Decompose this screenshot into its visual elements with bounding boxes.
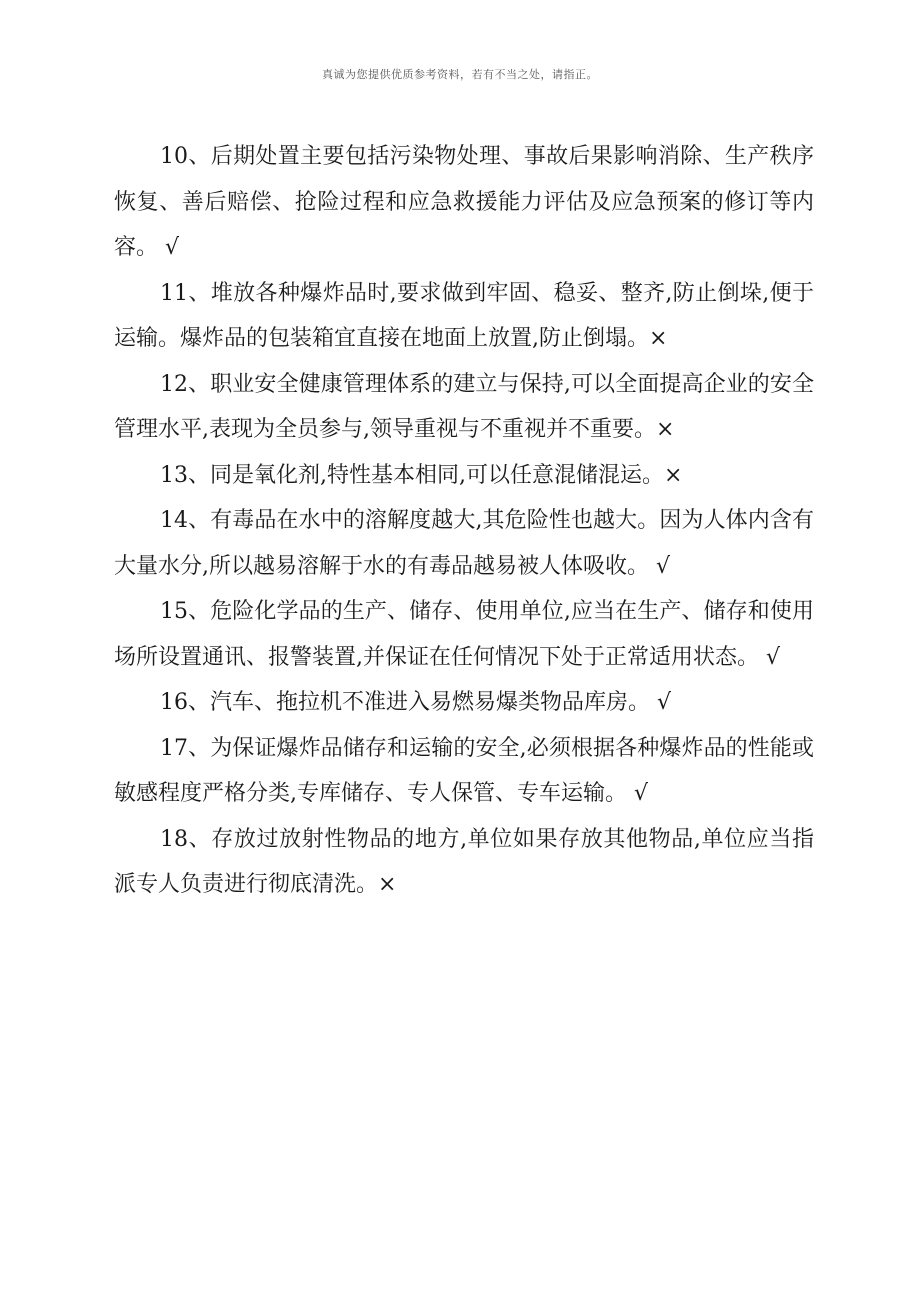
question-list [114, 134, 814, 908]
question-item-18: 18、存放过放射性物品的地方,单位如果存放其他物品,单位应当指派专人负责进行彻底清洗。× [114, 826, 814, 897]
question-item-13: 13、同是氧化剂,特性基本相同,可以任意混储混运。× [160, 462, 683, 488]
question-item-12: 12、职业安全健康管理体系的建立与保持,可以全面提高企业的安全管理水平,表现为全员参与,领导重视与不重视并不重要。× [114, 371, 814, 442]
question-item-10: 10、后期处置主要包括污染物处理、事故后果影响消除、生产秩序恢复、善后赔偿、抢险过程和应急救援能力评估及应急预案的修订等内容。 √ [114, 144, 814, 260]
question-item-17: 17、为保证爆炸品储存和运输的安全,必须根据各种爆炸品的性能或敏感程度严格分类,专库储存、专人保管、专车运输。 √ [114, 735, 814, 806]
question-item-14: 14、有毒品在水中的溶解度越大,其危险性也越大。因为人体内含有大量水分,所以越易溶解于水的有毒品越易被人体吸收。 √ [114, 508, 814, 579]
question-item-15: 15、危险化学品的生产、储存、使用单位,应当在生产、储存和使用场所设置通讯、报警装置,并保证在任何情况下处于正常适用状态。 √ [114, 599, 814, 670]
header-note: 真诚为您提供优质参考资料，若有不当之处，请指正。 [322, 68, 598, 81]
question-item-11: 11、堆放各种爆炸品时,要求做到牢固、稳妥、整齐,防止倒垛,便于运输。爆炸品的包装箱宜直接在地面上放置,防止倒塌。× [114, 280, 814, 351]
question-item-16: 16、汽车、拖拉机不准进入易燃易爆类物品库房。 √ [160, 690, 672, 715]
